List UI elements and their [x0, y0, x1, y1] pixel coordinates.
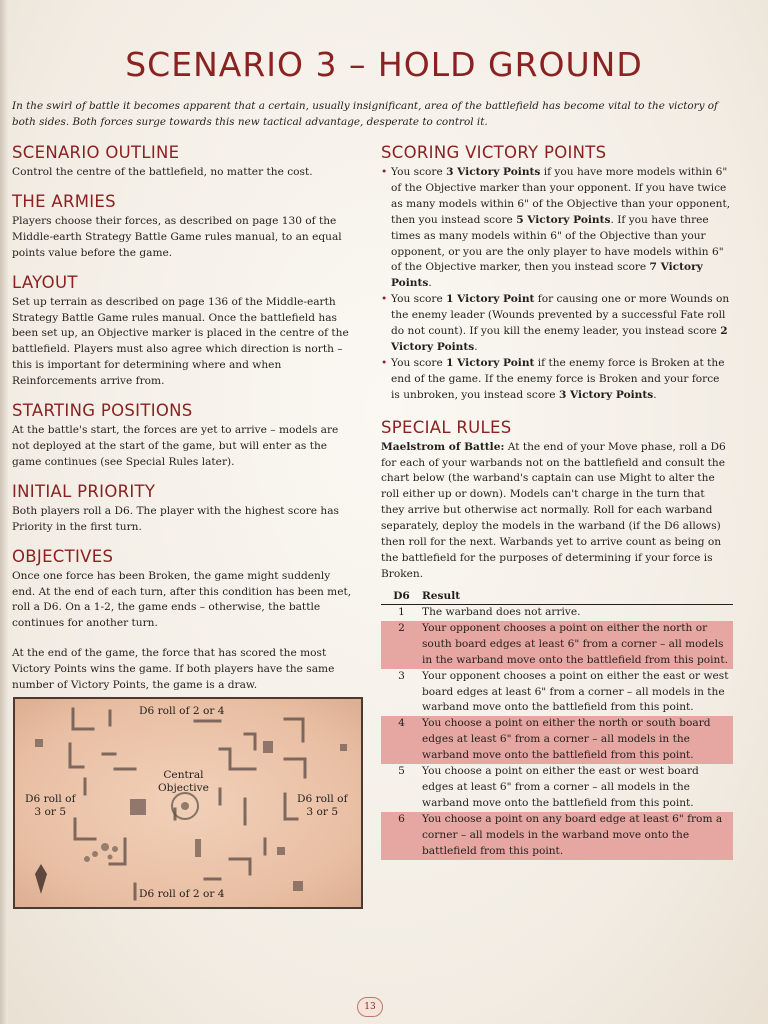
heading-outline: SCENARIO OUTLINE	[12, 143, 180, 162]
table-row: 5 You choose a point on either the east or west board edges at least 6" from a corner – all models in the warband move onto the battlefield from this point.	[398, 765, 699, 809]
section-layout	[12, 273, 356, 390]
section-armies	[12, 192, 356, 262]
table-row: 6 You choose a point on any board edge at least 6" from a corner – all models in the warband move onto the battlefield from this point.	[381, 812, 733, 860]
intro-text: In the swirl of battle it becomes apparent that a certain, usually insignificant, area of the battlefield has become vital to the victory of both sides. Both forces surge towards this new tactical advantage, desperate to control it.	[12, 100, 718, 128]
text-layout: Set up terrain as described on page 136 of the Middle-earth Strategy Battle Game rules manual. Once the battlefield has been set up, an Objective marker is placed in the centre of the battlefield. Players must also agree which direction is north – this is important for determining where and when Reinforcements arrive from.	[12, 295, 349, 388]
text-armies: Players choose their forces, as described on page 130 of the Middle-earth Strategy Battle Game rules manual, to an equal points value before the game.	[12, 214, 342, 259]
heading-starting-positions: STARTING POSITIONS	[12, 401, 193, 421]
map-label-objective: Central Objective	[158, 769, 209, 794]
text-starting-positions: At the battle's start, the forces are yet to arrive – models are not deployed at the start of the game, but will enter as the game continues (see Special Rules later).	[12, 424, 339, 468]
scoring-item: • You score 1 Victory Point if the enemy force is Broken at the end of the game. If the enemy force is Broken and your force is unbroken, you instead score 3 Victory Points.	[381, 356, 725, 401]
text-objectives-1: Once one force has been Broken, the game might suddenly end. At the end of each turn, after this condition has been met, roll a D6. On a 1-2, the game ends – otherwise, the battle continues for another turn.	[12, 569, 352, 630]
fleur-ornament-icon	[35, 864, 47, 894]
left-column	[12, 143, 356, 705]
table-row: 1 The warband does not arrive.	[398, 606, 581, 618]
page-number: 13	[357, 997, 383, 1017]
section-initial-priority	[12, 482, 356, 536]
section-outline	[12, 143, 356, 181]
section-starting-positions	[12, 401, 356, 471]
heading-layout: LAYOUT	[12, 272, 78, 292]
heading-objectives: OBJECTIVES	[12, 546, 114, 566]
section-objectives	[12, 547, 356, 694]
heading-scoring: SCORING VICTORY POINTS	[381, 143, 607, 162]
text-special-rules: Maelstrom of Battle: At the end of your Move phase, roll a D6 for each of your warbands not on the battlefield and consult the chart below (the warband's captain can use Might to alter the roll either up or down). Models can't charge in the turn that they arrive but otherwise act normally. Roll for each warband separately, deploy the models in the warband (if the D6 allows) then roll for the next. Warbands yet to arrive count as being on the battlefield for the purposes of determining if your force is Broken.	[381, 440, 726, 580]
heading-armies: THE ARMIES	[12, 191, 116, 211]
heading-special-rules: SPECIAL RULES	[381, 417, 512, 437]
text-initial-priority: Both players roll a D6. The player with the highest score has Priority in the first turn.	[12, 504, 339, 533]
book-spine-shadow	[0, 0, 8, 1024]
arrival-table	[381, 589, 733, 860]
bullet-icon: •	[381, 293, 388, 306]
map-label-west: D6 roll of 3 or 5	[25, 793, 76, 818]
table-row: 2 Your opponent chooses a point on either the north or south board edges at least 6" from a corner – all models in the warband move onto the battlefield from this point.	[381, 621, 733, 669]
bullet-icon: •	[381, 356, 388, 369]
table-header	[381, 589, 733, 605]
text-objectives-2: At the end of the game, the force that has scored the most Victory Points wins the game. If both players have the same number of Victory Points, the game is a draw.	[12, 647, 335, 692]
map-label-east: D6 roll of 3 or 5	[297, 793, 348, 818]
scoring-list	[381, 165, 731, 404]
map-label-north: D6 roll of 2 or 4	[139, 705, 225, 717]
section-scoring	[381, 143, 731, 404]
scoring-item: • You score 1 Victory Point for causing one or more Wounds on the enemy leader (Wounds prevented by a successful Fate roll do not count). If you kill the enemy leader, you instead score 2 Victory Points.	[381, 293, 730, 353]
table-row: 3 Your opponent chooses a point on either the east or west board edges at least 6" from a corner – all models in the warband move onto the battlefield from this point.	[398, 669, 729, 714]
text-outline: Control the centre of the battlefield, no matter the cost.	[12, 166, 313, 178]
heading-initial-priority: INITIAL PRIORITY	[12, 481, 156, 501]
header-d6: D6	[393, 590, 410, 602]
rule-name: Maelstrom of Battle:	[381, 440, 505, 453]
map-label-south: D6 roll of 2 or 4	[139, 888, 225, 900]
table-row: 4 You choose a point on either the north or south board edges at least 6" from a corner – all models in the warband move onto the battlefield from this point.	[381, 716, 733, 764]
page-title: SCENARIO 3 – HOLD GROUND	[125, 45, 643, 84]
bullet-icon: •	[381, 166, 388, 178]
section-special-rules	[381, 418, 731, 583]
right-column	[381, 143, 731, 594]
battlefield-map	[13, 697, 363, 909]
header-result: Result	[422, 590, 461, 602]
scoring-item: • You score 3 Victory Points if you have more models within 6" of the Objective marker than your opponent. If you have twice as many models within 6" of the Objective than your opponent, then you instead score 5 Victory Points. If you have three times as many models within 6" of the Objective than your opponent, or you are the only player to have models within 6" of the Objective marker, then you instead score 7 Victory Points.	[381, 166, 731, 290]
